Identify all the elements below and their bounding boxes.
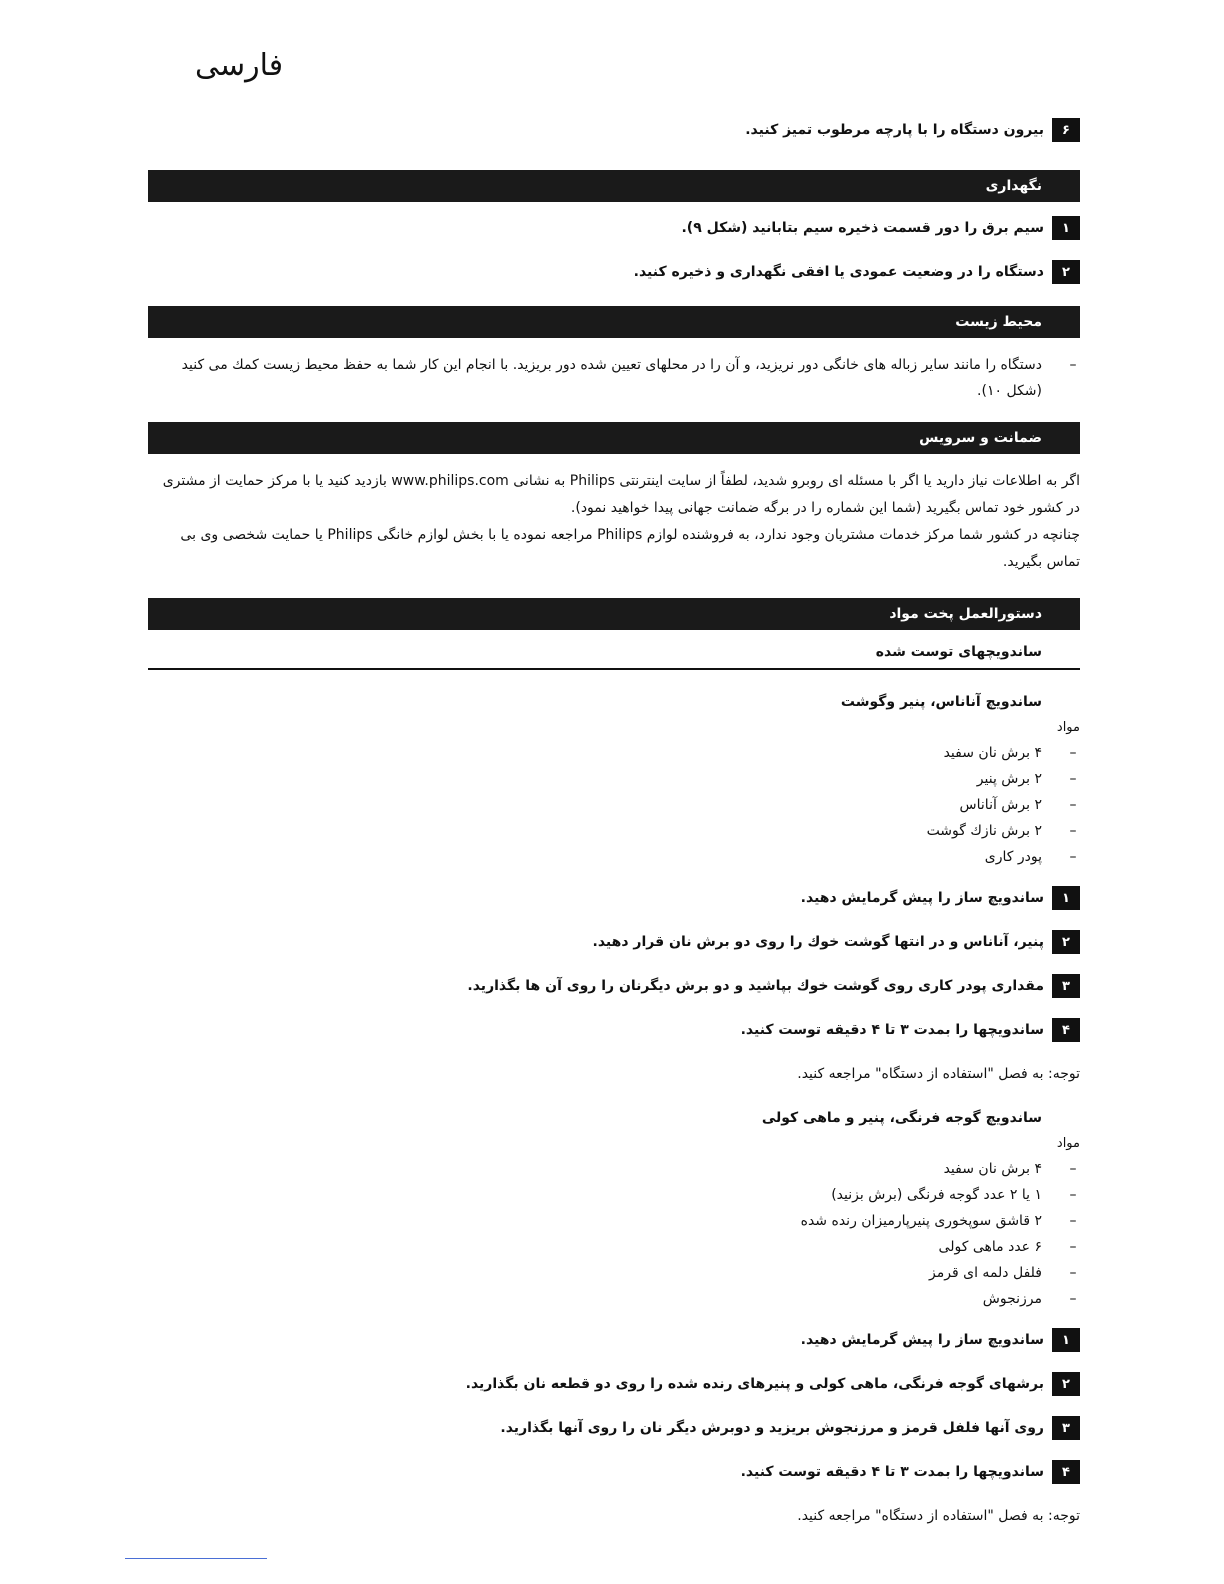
step-number: ۱ (1052, 216, 1080, 240)
list-item: – فلفل دلمه ای قرمز (929, 1265, 1077, 1281)
storage-step-1 (148, 216, 1080, 240)
recipe-2-step-2 (148, 1372, 1080, 1396)
step-number: ۱ (1052, 886, 1080, 910)
environment-list (148, 352, 1080, 404)
step-text: مقداری پودر کاری روی گوشت خوك بپاشید و دو برش دیگرنان را روی آن ها بگذارید. (467, 978, 1044, 994)
cleaning-step-6 (148, 118, 1080, 142)
step-number: ۴ (1052, 1018, 1080, 1042)
recipe-2-ingredients (148, 1156, 1080, 1312)
recipe-1-ingredients-label: مواد (1056, 720, 1080, 735)
section-heading-environment: محیط زیست (148, 306, 1080, 338)
recipe-1-ingredients (148, 740, 1080, 870)
list-item: – ۶ عدد ماهی کولی (938, 1239, 1077, 1255)
document-body (148, 118, 1080, 1548)
recipe-2-step-1 (148, 1328, 1080, 1352)
list-item: – ۱ یا ۲ عدد گوجه فرنگی (برش بزنید) (831, 1187, 1077, 1203)
storage-step-2 (148, 260, 1080, 284)
section-heading-guarantee: ضمانت و سرویس (148, 422, 1080, 454)
step-number: ۳ (1052, 1416, 1080, 1440)
recipe-1-step-1 (148, 886, 1080, 910)
list-item: – پودر کاری (984, 849, 1077, 865)
list-item: – ۲ قاشق سوپخوری پنیرپارمیزان رنده شده (800, 1213, 1077, 1229)
recipes-subheading: ساندویچهای توست شده (148, 644, 1080, 670)
recipe-2-step-4 (148, 1460, 1080, 1484)
list-item: – ۴ برش نان سفید (943, 745, 1077, 761)
step-text: بیرون دستگاه را با پارچه مرطوب تمیز کنید. (745, 122, 1044, 138)
list-item: – ۴ برش نان سفید (943, 1161, 1077, 1177)
step-text: سیم برق را دور قسمت ذخیره سیم بتابانید (شکل ۹). (681, 220, 1044, 236)
guarantee-paragraph-2: چنانچه در کشور شما مرکز خدمات مشتریان وجود ندارد، به فروشنده لوازم Philips مراجعه نموده یا با بخش لوازم خانگی Philips یا حمایت شخصی وی بی تماس بگیرید. (180, 527, 1080, 570)
step-number: ۱ (1052, 1328, 1080, 1352)
list-item: – ۲ برش نازك گوشت (926, 823, 1077, 839)
recipe-2-ingredients-label: مواد (1056, 1136, 1080, 1151)
step-text: دستگاه را در وضعیت عمودی یا افقی نگهداری و ذخیره کنید. (633, 264, 1044, 280)
step-number: ۴ (1052, 1460, 1080, 1484)
step-text: روی آنها فلفل قرمز و مرزنجوش بریزید و دوبرش دیگر نان را روی آنها بگذارید. (500, 1420, 1044, 1436)
recipe-1-title: ساندویچ آناناس، پنیر وگوشت (840, 694, 1042, 710)
step-text: برشهای گوجه فرنگی، ماهی کولی و پنیرهای رنده شده را روی دو قطعه نان بگذارید. (465, 1376, 1044, 1392)
list-item: – مرزنجوش (982, 1291, 1077, 1307)
recipe-2-step-3 (148, 1416, 1080, 1440)
recipe-1-step-2 (148, 930, 1080, 954)
guarantee-paragraph-1: اگر به اطلاعات نیاز دارید یا اگر با مسئله ای روبرو شدید، لطفاً از سایت اینترنتی Philips به نشانی www.philips.com بازدید کنید یا با مرکز حمایت از مشتری در کشور خود تماس بگیرید (شما این شماره را در برگه ضمانت جهانی پیدا خواهید نمود). (162, 473, 1080, 516)
footer-rule (125, 1558, 267, 1559)
recipe-2-title: ساندویچ گوجه فرنگی، پنیر و ماهی کولی (761, 1110, 1042, 1126)
step-text: پنیر، آناناس و در انتها گوشت خوك را روی دو برش نان قرار دهید. (592, 934, 1044, 950)
recipe-1-note: توجه: به فصل "استفاده از دستگاه" مراجعه کنید. (797, 1066, 1080, 1082)
step-number: ۳ (1052, 974, 1080, 998)
step-number: ۲ (1052, 260, 1080, 284)
recipe-1-step-3 (148, 974, 1080, 998)
list-item: – دستگاه را مانند سایر زباله های خانگی دور نریزید، و آن را در محلهای تعیین شده دور بریزید. با انجام این کار شما به حفظ محیط زیست کمك می کنید (شکل ۱۰). (181, 357, 1077, 399)
section-heading-recipes: دستورالعمل پخت مواد (148, 598, 1080, 630)
step-number: ۲ (1052, 1372, 1080, 1396)
recipe-2-note: توجه: به فصل "استفاده از دستگاه" مراجعه کنید. (797, 1508, 1080, 1524)
list-item: – ۲ برش آناناس (959, 797, 1077, 813)
step-text: ساندویچ ساز را پیش گرمایش دهید. (800, 1332, 1044, 1348)
step-text: ساندویچها را بمدت ۳ تا ۴ دقیقه توست کنید. (740, 1022, 1044, 1038)
list-item: – ۲ برش پنیر (976, 771, 1077, 787)
step-number: ۶ (1052, 118, 1080, 142)
recipe-1-step-4 (148, 1018, 1080, 1042)
step-number: ۲ (1052, 930, 1080, 954)
step-text: ساندویچها را بمدت ۳ تا ۴ دقیقه توست کنید. (740, 1464, 1044, 1480)
section-heading-storage: نگهداری (148, 170, 1080, 202)
step-text: ساندویچ ساز را پیش گرمایش دهید. (800, 890, 1044, 906)
language-title: فارسی (195, 48, 284, 83)
